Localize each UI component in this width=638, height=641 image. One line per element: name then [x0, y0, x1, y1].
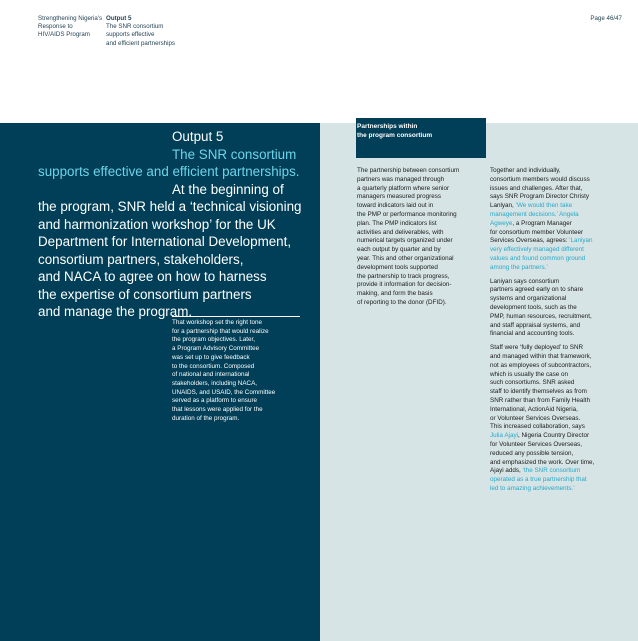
body-column-1 — [357, 167, 482, 308]
intro-line: for a partnership that would realize — [172, 327, 269, 335]
section-desc-line: and efficient partnerships — [106, 39, 176, 47]
body-line: financial and accounting tools. — [490, 330, 575, 338]
body-line: The partnership between consortium — [357, 167, 460, 174]
body-line: plan. The PMP indicators list — [357, 219, 437, 227]
body-line: Staff were ‘fully deployed’ to SNR — [490, 344, 584, 352]
quote-line: among the partners.’ — [490, 263, 548, 271]
body-column-2 — [490, 167, 620, 494]
body-line: development tools, such as the — [490, 303, 577, 311]
intro-line: the program objectives. Later, — [172, 336, 255, 344]
body-line: toward indicators laid out in — [357, 202, 434, 210]
body-text: Services Overseas, agrees: — [490, 237, 570, 245]
person-name: Julia Ajayi — [490, 432, 519, 440]
body-text: Lanlyan, — [490, 202, 516, 210]
intro-line: served as a platform to ensure — [172, 397, 258, 405]
headline-line: and NACA to agree on how to harness — [38, 269, 267, 284]
headline-line: and manage the program. — [38, 304, 193, 319]
body-line: numerical targets organized under — [357, 237, 453, 245]
person-name: Angela — [559, 210, 579, 218]
body-line: PMP, human resources, recruitment, — [490, 312, 592, 320]
body-line: International, ActionAid Nigeria, — [490, 405, 578, 413]
quote-line: led to amazing achievements.’ — [490, 484, 575, 492]
body-line: Together and individually, — [490, 167, 561, 174]
body-line: activities and deliverables, with — [357, 228, 444, 236]
body-line: making, and form the basis — [357, 290, 433, 298]
headline-title-part1: The SNR consortium — [172, 146, 297, 162]
body-line: and emphasized the work. Over time, — [490, 458, 595, 466]
body-line: for Volunteer Services Overseas, — [490, 440, 583, 448]
body-line: managers measured progress — [357, 193, 441, 201]
output-label: Output 5 — [172, 129, 224, 144]
headline-title-part2: supports effective and efficient partnerships. — [38, 164, 300, 179]
body-line — [490, 220, 620, 229]
intro-line: duration of the program. — [172, 414, 240, 422]
sidebar-title-line: the program consortium — [357, 131, 433, 139]
quote-text: ‘Laniyan — [569, 237, 593, 245]
body-line: such consortiums. SNR asked — [490, 379, 575, 387]
intro-line: to the consortium. Composed — [172, 362, 255, 370]
headline-line: the program, SNR held a ‘technical visioning — [38, 199, 302, 214]
body-line: not as employees of subcontractors, — [490, 361, 592, 369]
body-line: issues and challenges. After that, — [490, 184, 583, 192]
body-line: This increased collaboration, says — [490, 423, 585, 431]
quote-text: management decisions.’ — [490, 210, 560, 218]
body-text: , Nigeria Country Director — [518, 432, 590, 440]
body-line: which is usually the case on — [490, 370, 569, 378]
divider — [172, 316, 300, 317]
headline-line: At the beginning of — [172, 181, 284, 197]
body-line: the partnership to track progress, — [357, 272, 450, 280]
body-line: of reporting to the donor (DFID). — [357, 298, 447, 306]
intro-line: was set up to give feedback — [172, 353, 250, 361]
headline-line: and harmonization workshop’ for the UK — [38, 216, 276, 232]
document-title — [38, 15, 102, 40]
body-text: Ajayi adds, — [490, 467, 523, 475]
intro-paragraph — [172, 319, 322, 423]
body-line — [490, 237, 620, 246]
body-line: and staff appraisal systems, and — [490, 321, 581, 329]
body-line — [490, 432, 620, 441]
body-line: or Volunteer Services Overseas. — [490, 414, 581, 422]
body-line — [490, 467, 620, 476]
body-line: SNR rather than from Family Health — [490, 396, 591, 404]
intro-line: That workshop set the right tone — [172, 319, 262, 326]
body-line: development tools supported — [357, 263, 438, 271]
quote-line: operated as a true partnership that — [490, 476, 587, 484]
headline-line: the expertise of consortium partners — [38, 286, 252, 302]
body-line: each output by quarter and by — [357, 246, 441, 254]
intro-line: UNAIDS, and USAID, the Committee — [172, 388, 276, 396]
body-line: Laniyan says consortium — [490, 277, 560, 285]
sidebar-title-line: Partnerships within — [357, 123, 418, 130]
intro-line: that lessons were applied for the — [172, 406, 263, 414]
intro-line: of national and international — [172, 371, 250, 379]
body-line: systems and organizational — [490, 295, 567, 303]
body-line: consortium members would discuss — [490, 175, 590, 183]
intro-line: a Program Advisory Committee — [172, 345, 260, 353]
body-line: staff to identify themselves as from — [490, 388, 587, 396]
quote-text: ‘the SNR consortium — [522, 467, 581, 475]
doc-title-line: Response to — [38, 23, 73, 31]
doc-title-line: HIV/AIDS Program — [38, 31, 90, 39]
intro-line: stakeholders, including NACA, — [172, 379, 258, 387]
page-number: Page 46/47 — [590, 15, 622, 22]
person-name: Agweye — [490, 219, 513, 227]
body-line: partners agreed early on to share — [490, 286, 584, 294]
headline-line: consortium partners, stakeholders, — [38, 251, 244, 267]
section-desc-line: The SNR consortium — [106, 23, 164, 31]
body-line: a quarterly platform where senior — [357, 184, 450, 192]
body-line: provide it information for decision- — [357, 281, 452, 289]
quote-line: very effectively managed different — [490, 246, 584, 254]
section-desc-line: supports effective — [106, 31, 155, 39]
body-line: partners was managed through — [357, 175, 445, 183]
section-label: Output 5 — [106, 15, 132, 22]
headline-line: Department for International Development, — [38, 234, 292, 249]
doc-title-line: Strengthening Nigeria's — [38, 15, 103, 22]
headline — [38, 128, 318, 321]
body-line: year. This and other organizational — [357, 254, 454, 262]
sidebar-title — [357, 123, 432, 140]
body-line: the PMP or performance monitoring — [357, 210, 457, 218]
body-line: says SNR Program Director Christy — [490, 193, 590, 201]
body-line: and managed within that framework, — [490, 352, 592, 360]
section-header — [106, 15, 175, 48]
body-line — [490, 202, 620, 211]
body-line — [490, 211, 620, 220]
quote-line: values and found common ground — [490, 254, 586, 262]
body-text: , a Program Manager — [512, 219, 572, 227]
body-line: reduced any possible tension, — [490, 449, 574, 457]
body-line: for consortium member Volunteer — [490, 228, 584, 236]
quote-text: ‘We would then take — [515, 202, 573, 210]
left-panel — [0, 123, 320, 641]
